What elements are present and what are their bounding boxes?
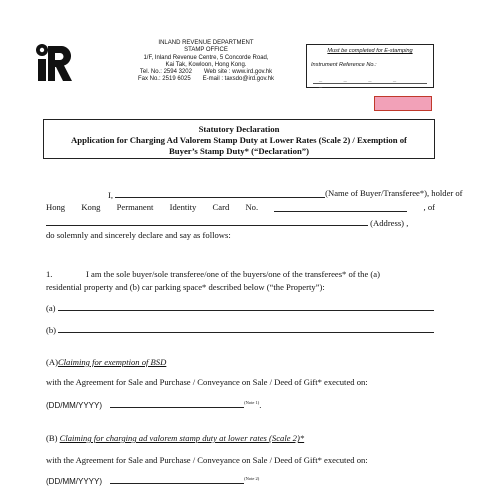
section-a-end: . <box>259 400 262 410</box>
property-a-label: (a) <box>46 303 56 313</box>
section-a-agreement: with the Agreement for Sale and Purchase / Conveyance on Sale / Deed of Gift* executed on: <box>46 377 368 387</box>
reference-input-line[interactable] <box>313 83 427 84</box>
title-box <box>43 119 435 159</box>
fax: Fax No.: 2519 6025 <box>137 76 191 83</box>
title-line-1: Statutory Declaration <box>198 124 280 134</box>
department-header <box>118 40 294 84</box>
property-b-line <box>46 323 434 335</box>
department-name: INLAND REVENUE DEPARTMENT <box>158 40 254 46</box>
section-b-date-blank[interactable] <box>110 474 244 484</box>
section-a-title: Claiming for exemption of BSD <box>57 357 167 367</box>
title-line-2: Application for Charging Ad Valorem Stamp Duty at Lower Rates (Scale 2) / Exemption of <box>71 135 407 145</box>
item-1-text-a: I am the sole buyer/sole transferee/one of the buyers/one of the transferees* of the (a) <box>86 269 380 279</box>
solemn-statement: do solemnly and sincerely declare and say as follows: <box>46 230 231 240</box>
title-line-3: Buyer’s Stamp Duty* (“Declaration”) <box>168 146 310 156</box>
section-b-title: Claiming for charging ad valorem stamp duty at lower rates (Scale 2)* <box>59 433 305 443</box>
address-label: (Address) , <box>370 218 409 228</box>
office-name: STAMP OFFICE <box>184 47 228 54</box>
section-a-heading <box>46 357 166 367</box>
section-b-prefix: (B) <box>46 433 58 443</box>
address-line-2: Kai Tak, Kowloon, Hong Kong. <box>165 61 247 68</box>
email: E-mail : taxsdo@ird.gov.hk <box>202 76 275 83</box>
declarant-name-line <box>108 188 463 200</box>
hkid-word: Identity <box>169 202 197 212</box>
section-b-date-line <box>46 474 259 486</box>
note-2: (Note 2) <box>244 476 260 482</box>
website: Web site : www.ird.gov.hk <box>203 69 273 76</box>
hkid-word: Card <box>212 202 230 212</box>
office-use-box <box>374 96 432 111</box>
item-1-text-b: residential property and (b) car parking space* described below (“the Property”): <box>46 282 325 292</box>
hkid-line <box>46 202 435 212</box>
name-label: (Name of Buyer/Transferee*), holder of <box>325 188 463 198</box>
property-b-blank[interactable] <box>58 323 434 333</box>
property-b-label: (b) <box>46 325 57 335</box>
section-b-heading <box>46 433 304 443</box>
estamp-note: Must be completed for E-stamping <box>327 48 413 54</box>
hkid-word: Permanent <box>116 202 154 212</box>
note-1: (Note 1) <box>244 400 260 406</box>
address-blank[interactable] <box>46 216 368 226</box>
reference-placeholder: _ _ _ _ _ <box>319 77 407 89</box>
section-a-date-line <box>46 398 261 410</box>
address-line <box>46 216 435 228</box>
hkid-word: Hong <box>46 202 66 212</box>
hkid-word: No. <box>245 202 259 212</box>
section-a-date-blank[interactable] <box>110 398 244 408</box>
name-blank[interactable] <box>115 188 325 198</box>
address-line-1: 1/F, Inland Revenue Centre, 5 Concorde Road, <box>143 54 269 61</box>
estamp-box <box>306 44 434 88</box>
hkid-word: Kong <box>81 202 101 212</box>
ird-logo <box>34 42 78 82</box>
section-a-date-label: (DD/MM/YYYY) <box>46 401 102 410</box>
section-b-date-label: (DD/MM/YYYY) <box>46 477 102 486</box>
item-1-number: 1. <box>46 269 53 279</box>
of-label: , of <box>423 202 435 212</box>
instrument-reference-label: Instrument Reference No.: <box>311 62 377 68</box>
hkid-blank[interactable] <box>274 202 407 212</box>
section-b-agreement: with the Agreement for Sale and Purchase / Conveyance on Sale / Deed of Gift* executed on: <box>46 455 368 465</box>
i-label: I, <box>108 190 114 200</box>
property-a-line <box>46 301 434 313</box>
property-a-blank[interactable] <box>58 301 434 311</box>
telephone: Tel. No.: 2594 3202 <box>139 69 192 76</box>
section-a-prefix: (A) <box>46 357 58 367</box>
